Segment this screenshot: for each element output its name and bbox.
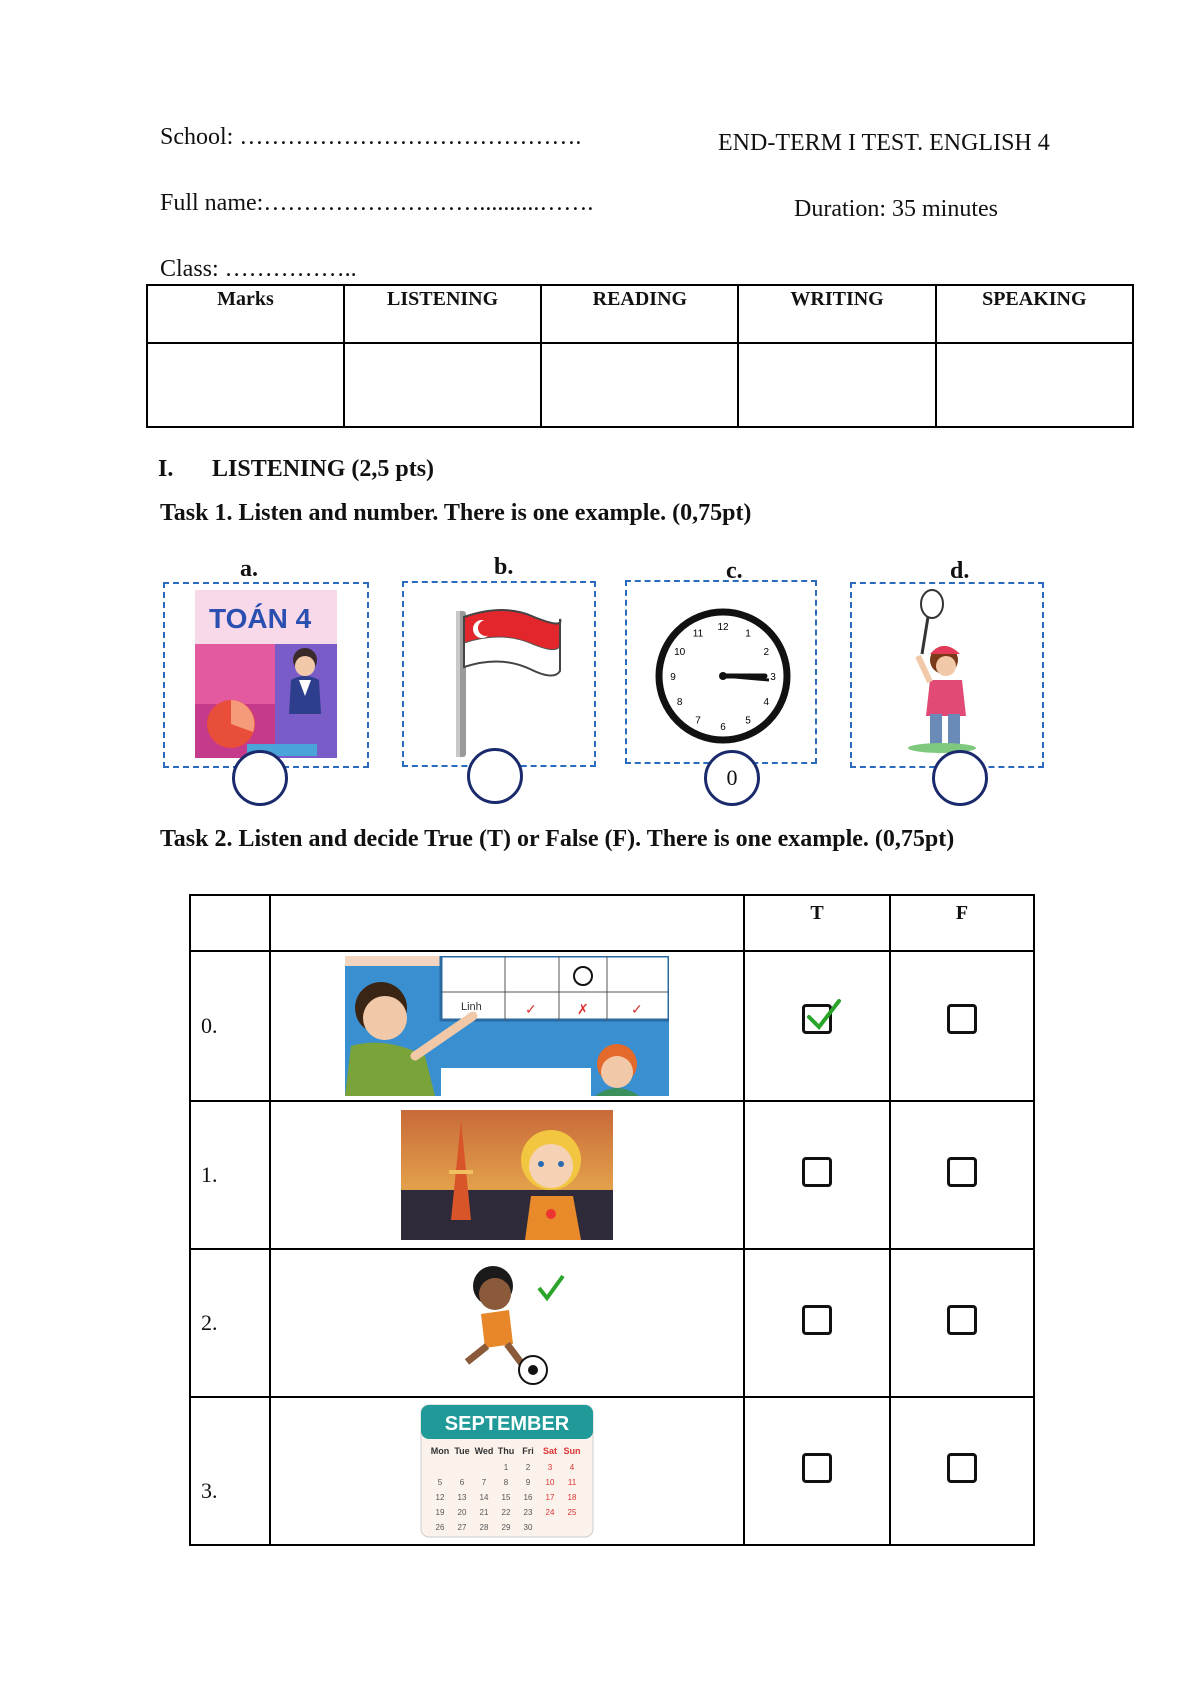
table-row	[190, 1397, 1034, 1545]
teacher-chart-picture	[345, 956, 669, 1096]
clock-number: 5	[745, 715, 751, 727]
writing-score-cell[interactable]	[738, 343, 935, 427]
check-mark-icon	[803, 995, 843, 1035]
speaking-score-cell[interactable]	[936, 343, 1133, 427]
false-checkbox-2[interactable]	[947, 1305, 977, 1335]
clock-number: 2	[763, 647, 770, 658]
picture-cell	[270, 1249, 744, 1397]
duration: Duration: 35 minutes	[794, 196, 998, 222]
calendar-date: 23	[523, 1508, 533, 1517]
calendar-date: 1	[503, 1463, 509, 1472]
item-d-letter: d.	[950, 558, 970, 584]
clock-number: 12	[717, 622, 729, 633]
listening-score-cell[interactable]	[344, 343, 541, 427]
singapore-flag-icon	[404, 583, 594, 765]
reading-header: READING	[541, 285, 738, 343]
picture-box-d	[850, 582, 1044, 768]
picture-header	[270, 895, 744, 951]
picture-box-a	[163, 582, 369, 768]
calendar-date: 27	[457, 1523, 467, 1532]
answer-circle-b[interactable]	[467, 748, 523, 804]
calendar-picture	[420, 1404, 594, 1538]
picture-cell	[270, 951, 744, 1101]
calendar-date: 2	[525, 1463, 531, 1472]
true-cell	[744, 1397, 890, 1545]
row-number: 1.	[190, 1101, 270, 1249]
calendar-date: 16	[523, 1493, 533, 1502]
false-header: F	[890, 895, 1034, 951]
marks-header: Marks	[147, 285, 344, 343]
calendar-date: 13	[457, 1493, 467, 1502]
false-cell	[890, 1101, 1034, 1249]
calendar-month: SEPTEMBER	[444, 1413, 570, 1435]
calendar-date: 6	[459, 1478, 465, 1487]
answer-circle-c[interactable]: 0	[704, 750, 760, 806]
true-cell	[744, 1101, 890, 1249]
clock-number: 7	[695, 715, 701, 727]
true-checkbox-1[interactable]	[802, 1157, 832, 1187]
clock-number: 11	[692, 628, 704, 640]
clock-number: 4	[763, 697, 770, 708]
false-checkbox-3[interactable]	[947, 1453, 977, 1483]
chart-mark-1: ✓	[525, 1003, 537, 1018]
calendar-date: 28	[479, 1523, 489, 1532]
section-title: LISTENING (2,5 pts)	[212, 456, 435, 482]
calendar-date: 14	[479, 1493, 489, 1502]
picture-cell	[270, 1101, 744, 1249]
false-cell	[890, 1397, 1034, 1545]
calendar-date: 11	[567, 1478, 577, 1487]
chart-name: Linh	[461, 1001, 482, 1013]
calendar-day-header: Sat	[542, 1446, 558, 1456]
writing-header: WRITING	[738, 285, 935, 343]
clock-number: 9	[670, 672, 676, 683]
false-cell	[890, 1249, 1034, 1397]
calendar-date: 19	[435, 1508, 445, 1517]
speaking-header: SPEAKING	[936, 285, 1133, 343]
calendar-date: 29	[501, 1523, 511, 1532]
table-row	[190, 951, 1034, 1101]
school-line: School: …………………………………….	[160, 124, 582, 150]
false-cell	[890, 951, 1034, 1101]
calendar-date: 4	[569, 1463, 575, 1472]
clock-number: 3	[770, 672, 776, 683]
listening-header: LISTENING	[344, 285, 541, 343]
calendar-date: 26	[435, 1523, 445, 1532]
tokyo-girl-picture	[401, 1110, 613, 1240]
chart-mark-2: ✗	[577, 1003, 589, 1018]
full-name-line: Full name:………………………..........…….	[160, 190, 594, 216]
picture-cell	[270, 1397, 744, 1545]
calendar-date: 3	[547, 1463, 553, 1472]
clock-icon	[627, 582, 815, 762]
row-number: 2.	[190, 1249, 270, 1397]
chart-mark-3: ✓	[631, 1003, 643, 1018]
answer-circle-d[interactable]	[932, 750, 988, 806]
calendar-day-header: Fri	[522, 1446, 534, 1456]
calendar-day-header: Tue	[454, 1446, 470, 1456]
picture-box-b	[402, 581, 596, 767]
true-false-table	[189, 894, 1035, 1546]
table-row	[190, 1249, 1034, 1397]
true-cell	[744, 1249, 890, 1397]
task2-title: Task 2. Listen and decide True (T) or False (F). There is one example. (0,75pt)	[160, 826, 955, 852]
item-a-letter: a.	[240, 556, 258, 582]
calendar-date: 18	[567, 1493, 577, 1502]
true-cell	[744, 951, 890, 1101]
true-checkbox-3[interactable]	[802, 1453, 832, 1483]
calendar-date: 10	[545, 1478, 555, 1487]
calendar-date: 9	[525, 1478, 531, 1487]
clock-number: 6	[720, 722, 726, 733]
clock-number: 8	[676, 697, 683, 708]
calendar-date: 17	[545, 1493, 555, 1502]
calendar-date: 5	[437, 1478, 443, 1487]
table-row	[190, 1101, 1034, 1249]
football-girl-picture	[447, 1258, 567, 1388]
calendar-date: 24	[545, 1508, 555, 1517]
true-header: T	[744, 895, 890, 951]
false-checkbox-1[interactable]	[947, 1157, 977, 1187]
row-number: 0.	[190, 951, 270, 1101]
item-b-letter: b.	[494, 554, 514, 580]
calendar-date: 12	[435, 1493, 445, 1502]
calendar-day-header: Mon	[430, 1446, 450, 1456]
calendar-date: 7	[481, 1478, 487, 1487]
math-book-icon	[165, 584, 367, 766]
row-number: 3.	[190, 1397, 270, 1545]
false-checkbox-0[interactable]	[947, 1004, 977, 1034]
number-header	[190, 895, 270, 951]
badminton-girl-icon	[852, 584, 1042, 766]
calendar-day-header: Thu	[497, 1446, 515, 1456]
calendar-date: 25	[567, 1508, 577, 1517]
calendar-date: 21	[479, 1508, 489, 1517]
calendar-date: 15	[501, 1493, 511, 1502]
reading-score-cell[interactable]	[541, 343, 738, 427]
calendar-day-header: Wed	[474, 1446, 494, 1456]
answer-circle-a[interactable]	[232, 750, 288, 806]
book-title: TOÁN 4	[209, 603, 312, 634]
section-number: I.	[158, 456, 174, 482]
calendar-date: 30	[523, 1523, 533, 1532]
calendar-day-header: Sun	[563, 1446, 581, 1456]
class-line: Class: ……………..	[160, 256, 357, 282]
item-c-letter: c.	[726, 558, 743, 584]
clock-number: 10	[674, 647, 686, 658]
calendar-date: 20	[457, 1508, 467, 1517]
task1-title: Task 1. Listen and number. There is one example. (0,75pt)	[160, 500, 752, 526]
calendar-date: 22	[501, 1508, 511, 1517]
picture-box-c	[625, 580, 817, 764]
marks-cell[interactable]	[147, 343, 344, 427]
marks-table	[146, 284, 1134, 428]
true-checkbox-0[interactable]	[802, 1004, 832, 1034]
clock-number: 1	[745, 628, 751, 640]
true-checkbox-2[interactable]	[802, 1305, 832, 1335]
test-title: END-TERM I TEST. ENGLISH 4	[718, 130, 1050, 156]
calendar-date: 8	[503, 1478, 509, 1487]
